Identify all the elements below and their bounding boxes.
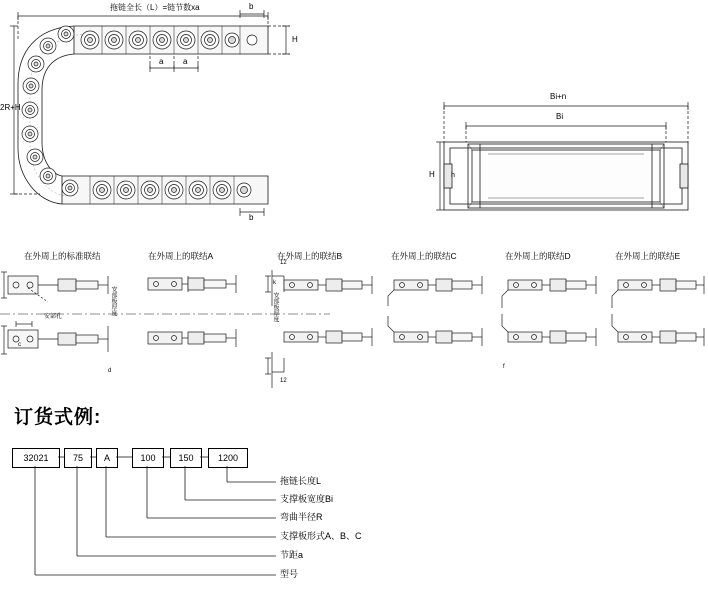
order-code-box-2[interactable]: A — [96, 448, 118, 468]
order-callout-2: 弯曲半径R — [280, 512, 323, 522]
label-width-b-top: b — [249, 2, 254, 11]
label-pitch-a-1: a — [159, 57, 164, 66]
order-callout-lines-svg — [0, 400, 708, 601]
top-left-drawing — [0, 0, 300, 240]
chain-side-view-svg — [0, 0, 300, 240]
top-right-drawing — [428, 92, 700, 222]
label-height-h: H — [292, 35, 298, 44]
label-front-h: H — [429, 170, 435, 179]
order-callout-4: 节距a — [280, 550, 304, 560]
label-f: f — [503, 364, 505, 370]
order-code-box-4[interactable]: 150 — [170, 448, 202, 468]
label-chain-total-length: 拖链全长（L）=链节数xa — [110, 3, 200, 12]
connection-header-5: 在外周上的联结E — [615, 251, 681, 261]
label-width-b-bottom: b — [249, 213, 254, 222]
label-c: c — [18, 342, 21, 348]
order-callout-5: 型号 — [280, 569, 299, 579]
connection-header-0: 在外周上的标准联结 — [24, 251, 101, 261]
label-pitch-a-2: a — [183, 57, 188, 66]
connection-header-4: 在外周上的联结D — [505, 251, 571, 261]
label-k: k — [273, 280, 276, 286]
order-code-box-0[interactable]: 32021 — [12, 448, 60, 468]
label-dim-12-top: 12 — [280, 260, 287, 266]
label-2r-plus-h: 2R+H — [0, 103, 21, 112]
label-dim-12-bottom: 12 — [280, 378, 287, 384]
chain-front-view-svg — [428, 92, 700, 222]
connection-header-2: 在外周上的联结B — [277, 251, 343, 261]
connection-header-3: 在外周上的联结C — [391, 251, 457, 261]
order-example-section — [0, 400, 708, 601]
label-plate-thickness-2: 安部板厚度 — [272, 292, 278, 322]
connection-variants-svg — [0, 262, 708, 395]
label-d: d — [108, 368, 112, 374]
label-mount-hole: 安部孔 — [44, 314, 63, 320]
connection-header-1: 在外周上的联结A — [148, 251, 214, 261]
connection-variants-section — [0, 250, 708, 395]
order-callout-0: 拖链长度L — [280, 476, 322, 486]
label-front-h-small: h — [451, 172, 455, 179]
order-callout-1: 支撑板宽度Bi — [280, 494, 334, 504]
order-code-box-5[interactable]: 1200 — [208, 448, 248, 468]
order-code-box-3[interactable]: 100 — [132, 448, 164, 468]
order-code-box-1[interactable]: 75 — [64, 448, 92, 468]
label-bi-plus-n: Bi+n — [550, 92, 567, 101]
order-example-title: 订货式例: — [14, 407, 102, 428]
label-bi: Bi — [556, 112, 564, 121]
order-callout-3: 支撑板形式A、B、C — [280, 531, 362, 541]
label-plate-thickness-1: 安部板厚度 — [110, 286, 116, 316]
